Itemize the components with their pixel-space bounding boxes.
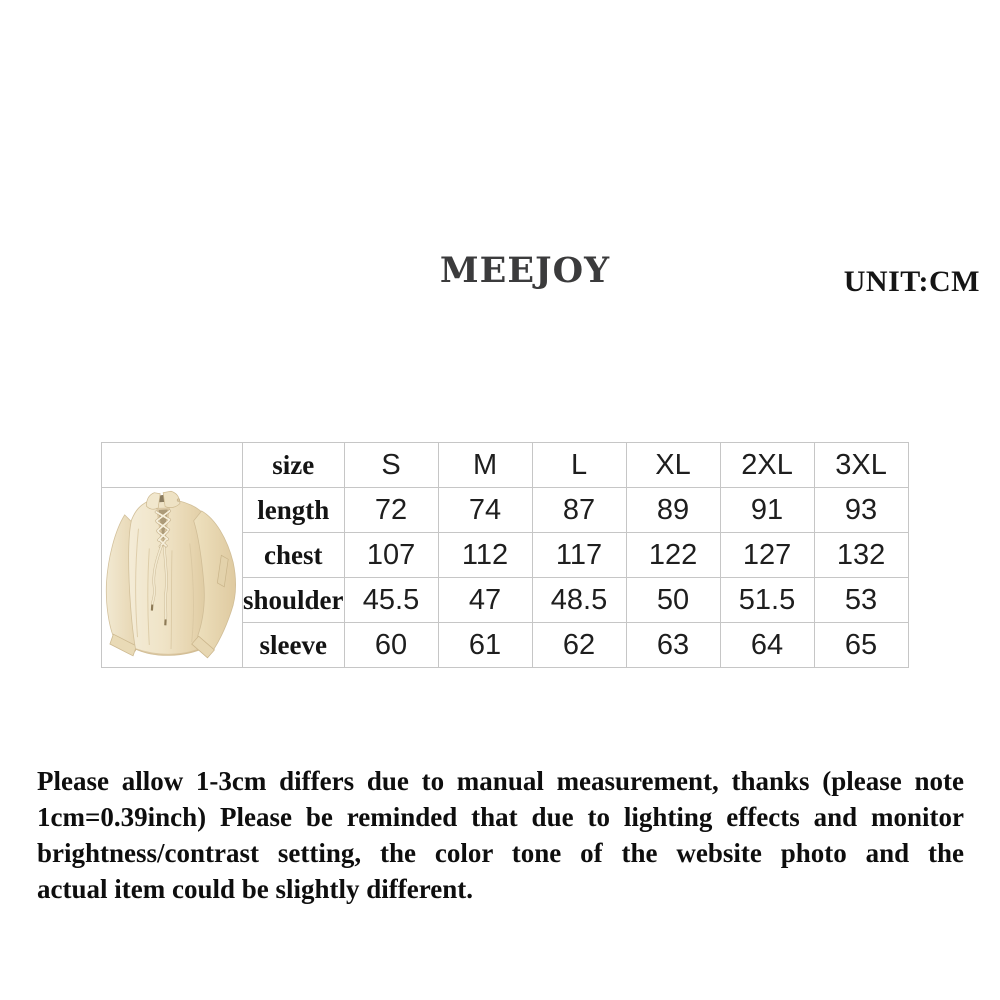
disclaimer-paragraph xyxy=(37,763,964,907)
row-label: sleeve xyxy=(243,623,345,668)
size-value-cell: 122 xyxy=(626,533,720,578)
disclaimer-line: actual item could be slightly different. xyxy=(37,874,473,904)
size-value-cell: 51.5 xyxy=(720,578,814,623)
size-col-header: XL xyxy=(626,443,720,488)
size-value-cell: 91 xyxy=(720,488,814,533)
size-value-cell: 72 xyxy=(344,488,438,533)
size-value-cell: 107 xyxy=(344,533,438,578)
size-value-cell: 132 xyxy=(814,533,908,578)
size-value-cell: 53 xyxy=(814,578,908,623)
disclaimer-line: 1cm=0.39inch) Please be reminded that due to lighting effects and monitor xyxy=(37,802,964,832)
size-value-cell: 93 xyxy=(814,488,908,533)
unit-label: UNIT:CM xyxy=(843,265,980,298)
size-value-cell: 45.5 xyxy=(344,578,438,623)
brand-logo-text: MEEJOY xyxy=(439,250,611,291)
size-value-cell: 47 xyxy=(438,578,532,623)
size-value-cell: 62 xyxy=(532,623,626,668)
product-photo-cell xyxy=(102,488,243,668)
size-col-header: M xyxy=(438,443,532,488)
size-col-header: S xyxy=(344,443,438,488)
size-value-cell: 117 xyxy=(532,533,626,578)
size-value-cell: 127 xyxy=(720,533,814,578)
size-value-cell: 60 xyxy=(344,623,438,668)
size-value-cell: 48.5 xyxy=(532,578,626,623)
empty-corner-cell xyxy=(102,443,243,488)
size-value-cell: 64 xyxy=(720,623,814,668)
size-value-cell: 87 xyxy=(532,488,626,533)
size-col-header: 2XL xyxy=(720,443,814,488)
size-value-cell: 112 xyxy=(438,533,532,578)
shirt-image xyxy=(103,489,242,665)
size-value-cell: 74 xyxy=(438,488,532,533)
size-header-label: size xyxy=(243,443,345,488)
size-value-cell: 65 xyxy=(814,623,908,668)
disclaimer-line: Please allow 1-3cm differs due to manual measurement, thanks (please note xyxy=(37,766,964,796)
size-chart-table xyxy=(101,442,909,668)
size-value-cell: 63 xyxy=(626,623,720,668)
size-col-header: L xyxy=(532,443,626,488)
row-label: shoulder xyxy=(243,578,345,623)
size-value-cell: 89 xyxy=(626,488,720,533)
row-label: chest xyxy=(243,533,345,578)
table-header-row xyxy=(102,443,909,488)
disclaimer-line: brightness/contrast setting, the color tone of the website photo and the xyxy=(37,838,964,868)
table-row-length xyxy=(102,488,909,533)
row-label: length xyxy=(243,488,345,533)
size-col-header: 3XL xyxy=(814,443,908,488)
size-value-cell: 61 xyxy=(438,623,532,668)
size-value-cell: 50 xyxy=(626,578,720,623)
